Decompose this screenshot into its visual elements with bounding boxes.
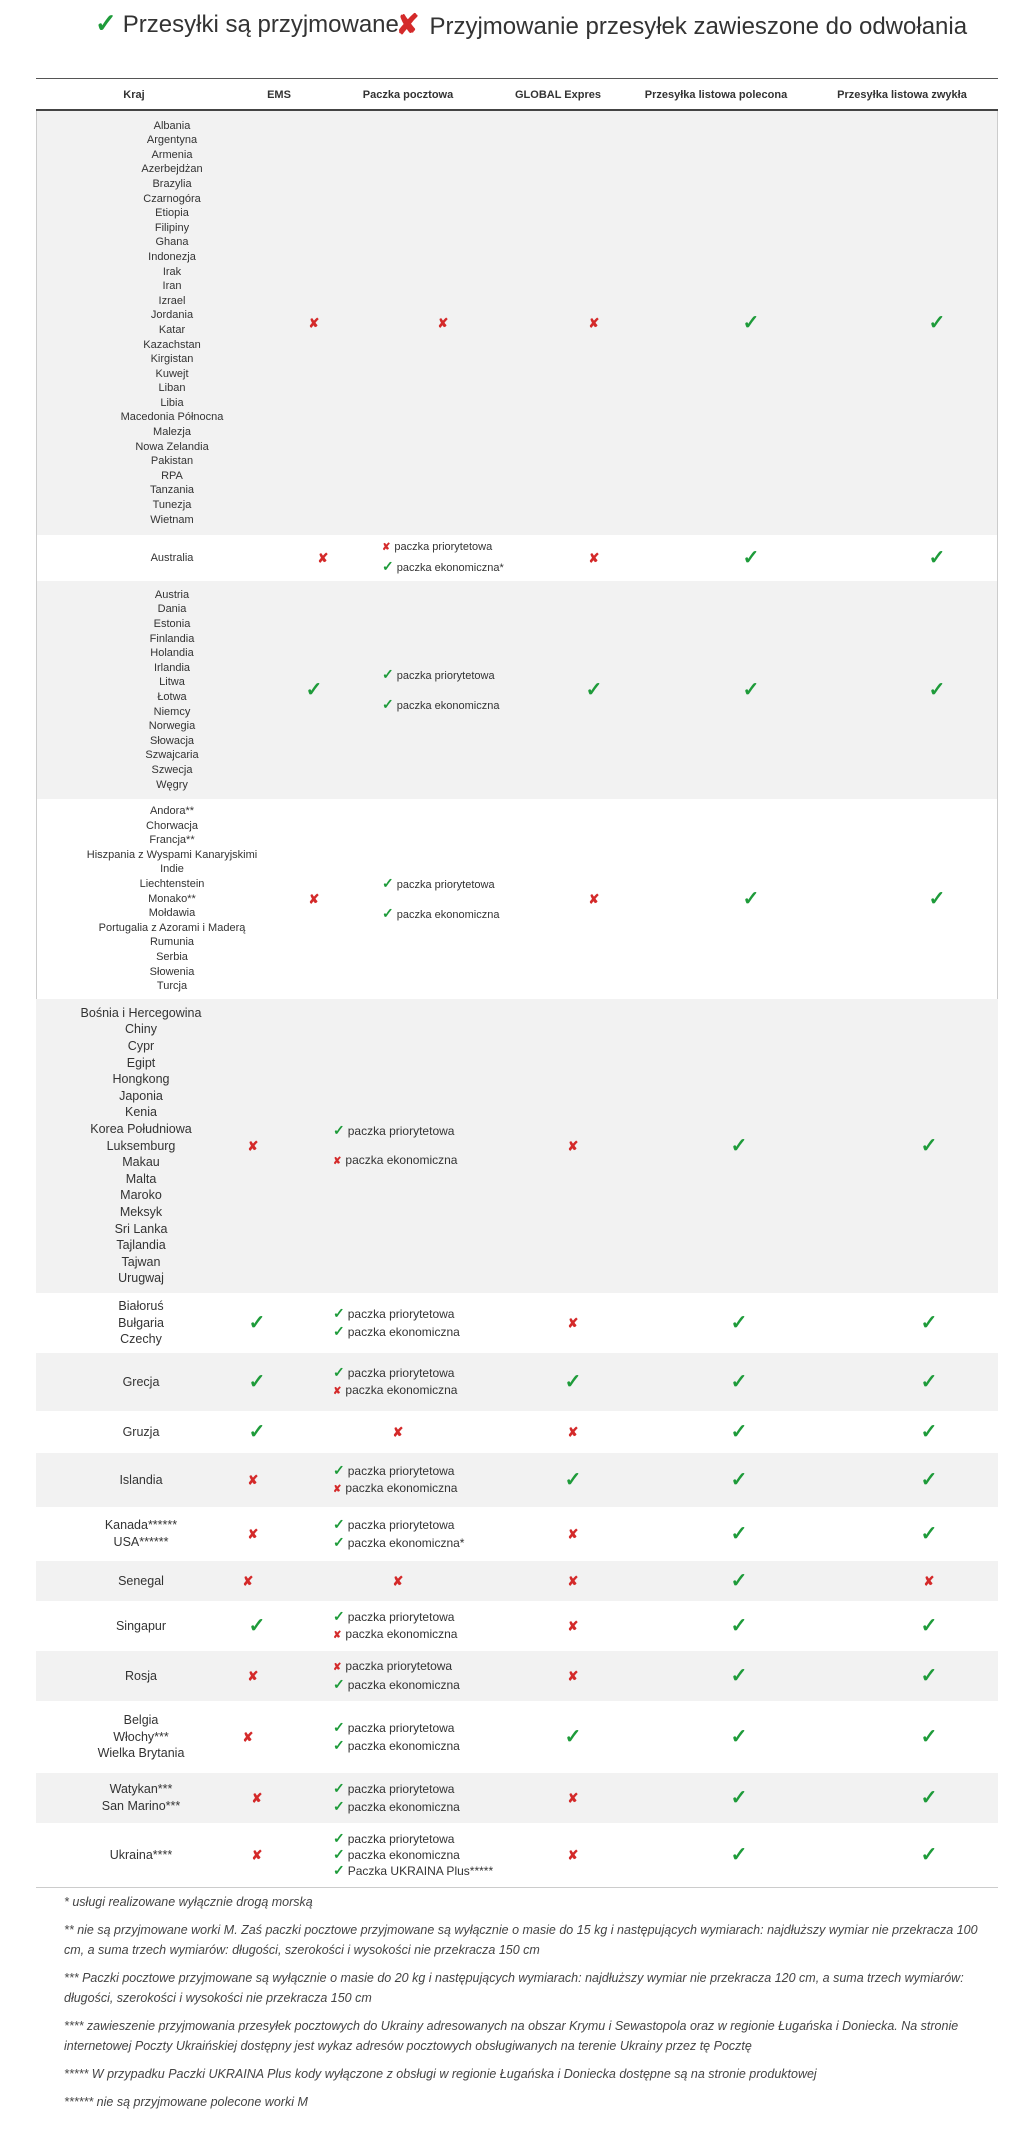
country-name: Andora** xyxy=(149,805,195,818)
parcel-option xyxy=(382,876,495,891)
header-registered: Przesyłka listowa polecona xyxy=(644,89,788,101)
country-name: Albania xyxy=(153,119,191,132)
check-icon: ✓ xyxy=(928,888,946,910)
country-name: Cypr xyxy=(127,1039,155,1054)
cross-icon: ✘ xyxy=(333,1484,342,1495)
country-list xyxy=(21,1573,261,1590)
country-name: Izrael xyxy=(158,294,186,307)
parcel-option-label: paczka ekonomiczna xyxy=(347,1800,460,1814)
country-name: Białoruś xyxy=(118,1299,164,1314)
country-list xyxy=(21,1781,261,1814)
cross-icon: ✘ xyxy=(588,891,600,907)
parcel-option xyxy=(333,1481,457,1495)
check-icon: ✓ xyxy=(248,1312,266,1334)
check-icon: ✓ xyxy=(730,1570,748,1592)
parcel-option-label: paczka ekonomiczna xyxy=(347,1678,460,1692)
cross-icon: ✘ xyxy=(567,1424,579,1440)
check-icon: ✓ xyxy=(730,1371,748,1393)
parcel-option xyxy=(333,1383,457,1397)
parcel-option-label: paczka ekonomiczna xyxy=(345,1481,458,1495)
country-name: Tanzania xyxy=(149,484,195,497)
check-icon: ✓ xyxy=(248,1421,266,1443)
parcel-option-label: paczka ekonomiczna* xyxy=(396,562,504,574)
check-icon: ✓ xyxy=(920,1787,938,1809)
check-icon: ✓ xyxy=(333,1719,345,1735)
cross-icon: ✘ xyxy=(396,9,420,40)
country-name: Bośnia i Hercegowina xyxy=(80,1005,202,1020)
check-icon: ✓ xyxy=(920,1726,938,1748)
country-group xyxy=(36,1293,998,1353)
country-name: Jordania xyxy=(150,309,194,322)
legend xyxy=(0,4,1025,44)
country-name: Irlandia xyxy=(153,661,191,674)
parcel-option xyxy=(333,1123,454,1138)
parcel-option xyxy=(333,1677,460,1692)
footnotes xyxy=(64,1892,984,2120)
country-list xyxy=(21,1847,261,1864)
parcel-option xyxy=(382,667,495,682)
check-icon: ✓ xyxy=(920,1421,938,1443)
parcel-option xyxy=(333,1659,452,1673)
country-name: Rosja xyxy=(125,1668,157,1683)
parcel-option xyxy=(333,1831,454,1846)
parcel-option xyxy=(333,1627,457,1641)
country-name: Tunezja xyxy=(152,499,192,512)
country-name: Islandia xyxy=(119,1472,163,1487)
parcel-option-label: paczka priorytetowa xyxy=(394,541,493,553)
cross-icon: ✘ xyxy=(247,1668,259,1684)
country-name: Katar xyxy=(158,323,186,336)
cross-icon: ✘ xyxy=(567,1573,579,1589)
country-name: Serbia xyxy=(156,951,188,964)
check-icon: ✓ xyxy=(920,1371,938,1393)
country-name: Liechtenstein xyxy=(139,878,205,891)
check-icon: ✓ xyxy=(333,1798,345,1814)
country-name: Senegal xyxy=(118,1573,164,1588)
country-name: Azerbejdżan xyxy=(141,163,203,176)
country-name: Portugalia z Azorami i Maderą xyxy=(98,921,246,934)
check-icon: ✓ xyxy=(730,1844,748,1866)
country-group xyxy=(36,581,998,799)
cross-icon: ✘ xyxy=(247,1472,259,1488)
country-name: Finlandia xyxy=(149,632,195,645)
cross-icon: ✘ xyxy=(923,1573,935,1589)
parcel-option-label: paczka priorytetowa xyxy=(347,1366,455,1380)
country-name: Makau xyxy=(122,1155,160,1170)
country-name: Indonezja xyxy=(148,250,196,263)
country-name: Korea Południowa xyxy=(90,1122,192,1137)
cross-icon: ✘ xyxy=(242,1729,254,1745)
check-icon: ✓ xyxy=(382,875,394,891)
country-list xyxy=(52,588,292,792)
country-name: Sri Lanka xyxy=(114,1221,168,1236)
country-name: Monako** xyxy=(148,892,196,905)
header-ordinary: Przesyłka listowa zwykła xyxy=(837,89,967,101)
cross-icon: ✘ xyxy=(567,1526,579,1542)
header-ems: EMS xyxy=(267,89,291,101)
country-group xyxy=(36,1773,998,1823)
parcel-option-label: Paczka UKRAINA Plus***** xyxy=(347,1864,494,1878)
country-name: Armenia xyxy=(151,148,193,161)
parcel-option xyxy=(333,1517,454,1532)
country-name: Chiny xyxy=(125,1022,157,1037)
header-country: Kraj xyxy=(123,89,145,101)
footnote: ***** W przypadku Paczki UKRAINA Plus kody wyłączone z obsługi w regionie Ługańska i Doniecka dostępne są na stronie produktowej xyxy=(64,2067,817,2081)
parcel-option-label: paczka ekonomiczna xyxy=(345,1627,458,1641)
check-icon: ✓ xyxy=(333,1305,345,1321)
country-name: Kuwejt xyxy=(155,367,189,380)
footnote: **** zawieszenie przyjmowania przesyłek pocztowych do Ukrainy adresowanych na obszar Krymu i Sewastopola oraz w regionie Ługańska i Doniecka. Na stronie internetowej Poczty Ukraińskiej dostępny jest wykaz adresów pocztowych obsługiwanych na terenie Ukrainy przez tę Pocztę xyxy=(64,2019,959,2053)
country-group xyxy=(36,1701,998,1773)
check-icon: ✓ xyxy=(730,1615,748,1637)
cross-icon: ✘ xyxy=(567,1315,579,1331)
parcel-option xyxy=(333,1863,493,1878)
country-list xyxy=(21,1005,261,1287)
check-icon: ✓ xyxy=(928,547,946,569)
check-icon: ✓ xyxy=(333,1676,345,1692)
country-name: Malta xyxy=(125,1171,157,1186)
check-icon: ✓ xyxy=(920,1665,938,1687)
country-group xyxy=(36,111,998,535)
check-icon: ✓ xyxy=(920,1469,938,1491)
parcel-option xyxy=(333,1799,460,1814)
check-icon: ✓ xyxy=(920,1523,938,1545)
parcel-option xyxy=(333,1781,454,1796)
country-name: Indie xyxy=(160,863,184,876)
cross-icon: ✘ xyxy=(567,1618,579,1634)
country-name: Hongkong xyxy=(112,1072,170,1087)
country-name: Włochy*** xyxy=(113,1729,169,1744)
country-name: Ukraina**** xyxy=(109,1847,173,1862)
check-icon: ✓ xyxy=(730,1469,748,1491)
country-group xyxy=(36,799,998,999)
cross-icon: ✘ xyxy=(247,1138,259,1154)
country-list xyxy=(52,551,292,566)
country-name: Wielka Brytania xyxy=(97,1746,185,1761)
header-global: GLOBAL Expres xyxy=(515,89,601,101)
country-group xyxy=(36,1561,998,1601)
legend-suspended-label: Przyjmowanie przesyłek zawieszone do odwołania xyxy=(429,13,968,40)
country-group xyxy=(36,1411,998,1453)
parcel-option-label: paczka ekonomiczna xyxy=(345,1153,458,1167)
cross-icon: ✘ xyxy=(333,1662,342,1673)
parcel-option xyxy=(333,1324,460,1339)
legend-accepted-label: Przesyłki są przyjmowane xyxy=(122,11,399,38)
country-name: Estonia xyxy=(153,617,191,630)
check-icon: ✓ xyxy=(333,1780,345,1796)
cross-icon: ✘ xyxy=(437,315,449,331)
country-list xyxy=(52,804,292,994)
check-icon: ✓ xyxy=(305,679,323,701)
check-icon: ✓ xyxy=(333,1516,345,1532)
country-name: Pakistan xyxy=(150,455,194,468)
footnote: ****** nie są przyjmowane polecone worki M xyxy=(64,2095,308,2109)
parcel-option xyxy=(333,1153,457,1167)
country-name: Dania xyxy=(157,603,187,616)
parcel-option-label: paczka priorytetowa xyxy=(396,670,495,682)
country-name: Macedonia Północna xyxy=(120,411,224,424)
check-icon: ✓ xyxy=(382,696,394,712)
country-list xyxy=(21,1668,261,1685)
check-icon: ✓ xyxy=(333,1534,345,1550)
parcel-option-label: paczka ekonomiczna xyxy=(345,1383,458,1397)
check-icon: ✓ xyxy=(333,1737,345,1753)
cross-icon: ✘ xyxy=(242,1573,254,1589)
country-name: Luksemburg xyxy=(106,1138,176,1153)
legend-accepted xyxy=(95,8,399,39)
check-icon: ✓ xyxy=(333,1862,345,1878)
country-name: Holandia xyxy=(150,647,194,660)
table-bottom-border xyxy=(36,1887,998,1888)
check-icon: ✓ xyxy=(333,1462,345,1478)
check-icon: ✓ xyxy=(920,1135,938,1157)
footnote: ** nie są przyjmowane worki M. Zaś paczki pocztowe przyjmowane są wyłącznie o masie do 15 kg i następujących wymiarach: najdłuższy wymiar nie przekracza 100 cm, a suma trzech wymiarów: długości, szerokości i wysokości nie przekracza 150 cm xyxy=(64,1923,978,1957)
parcel-option-label: paczka ekonomiczna xyxy=(396,700,500,712)
parcel-option-label: paczka priorytetowa xyxy=(347,1782,455,1796)
check-icon: ✓ xyxy=(920,1615,938,1637)
country-name: Szwecja xyxy=(151,763,193,776)
header-parcel: Paczka pocztowa xyxy=(362,89,454,101)
country-name: Ghana xyxy=(155,236,189,249)
country-group xyxy=(36,1507,998,1561)
country-name: Meksyk xyxy=(119,1205,163,1220)
parcel-option-label: paczka priorytetowa xyxy=(347,1307,455,1321)
country-name: Kanada****** xyxy=(104,1518,178,1533)
country-name: Gruzja xyxy=(122,1424,160,1439)
country-name: Niemcy xyxy=(153,705,191,718)
country-name: Bułgaria xyxy=(118,1315,164,1330)
country-name: Etiopia xyxy=(155,207,189,220)
check-icon: ✓ xyxy=(333,1364,345,1380)
parcel-option xyxy=(333,1365,454,1380)
footnote: * usługi realizowane wyłącznie drogą morską xyxy=(64,1895,313,1909)
check-icon: ✓ xyxy=(730,1312,748,1334)
country-group xyxy=(36,535,998,581)
country-name: Francja** xyxy=(149,834,195,847)
country-group xyxy=(36,999,998,1293)
country-name: Maroko xyxy=(120,1188,162,1203)
parcel-option-label: paczka ekonomiczna* xyxy=(347,1536,465,1550)
parcel-option xyxy=(333,1535,464,1550)
table-header xyxy=(36,79,998,111)
parcel-option-label: paczka priorytetowa xyxy=(345,1659,453,1673)
country-group xyxy=(36,1823,998,1887)
country-name: Węgry xyxy=(156,778,188,791)
parcel-option xyxy=(333,1738,460,1753)
check-icon: ✓ xyxy=(920,1312,938,1334)
cross-icon: ✘ xyxy=(392,1424,404,1440)
check-icon: ✓ xyxy=(333,1830,345,1846)
country-name: Australia xyxy=(150,551,194,564)
cross-icon: ✘ xyxy=(567,1790,579,1806)
country-name: Liban xyxy=(158,382,186,395)
check-icon: ✓ xyxy=(928,679,946,701)
country-name: Grecja xyxy=(122,1374,160,1389)
cross-icon: ✘ xyxy=(588,315,600,331)
country-name: Rumunia xyxy=(149,936,195,949)
check-icon: ✓ xyxy=(382,558,394,574)
country-name: Irak xyxy=(162,265,182,278)
legend-suspended xyxy=(396,8,967,41)
cross-icon: ✘ xyxy=(308,891,320,907)
check-icon: ✓ xyxy=(742,679,760,701)
country-name: Kazachstan xyxy=(143,338,201,351)
country-name: Norwegia xyxy=(148,720,196,733)
country-name: Singapur xyxy=(115,1618,167,1633)
country-name: Egipt xyxy=(126,1055,156,1070)
country-name: Czarnogóra xyxy=(143,192,201,205)
cross-icon: ✘ xyxy=(247,1526,259,1542)
country-name: Słowacja xyxy=(149,734,195,747)
country-name: Mołdawia xyxy=(148,907,196,920)
parcel-option-label: paczka priorytetowa xyxy=(347,1124,455,1138)
parcel-option xyxy=(333,1463,454,1478)
country-name: Turcja xyxy=(156,980,188,993)
country-name: Tajwan xyxy=(121,1254,161,1269)
parcel-option-label: paczka ekonomiczna xyxy=(396,909,500,921)
check-icon: ✓ xyxy=(564,1726,582,1748)
country-list xyxy=(21,1374,261,1391)
country-name: Urugwaj xyxy=(118,1271,164,1286)
parcel-option-label: paczka priorytetowa xyxy=(347,1832,455,1846)
check-icon: ✓ xyxy=(248,1615,266,1637)
country-name: Kenia xyxy=(125,1105,157,1120)
cross-icon: ✘ xyxy=(567,1138,579,1154)
country-list xyxy=(21,1472,261,1489)
country-group xyxy=(36,1353,998,1411)
parcel-option-label: paczka ekonomiczna xyxy=(347,1848,460,1862)
check-icon: ✓ xyxy=(730,1726,748,1748)
country-name: Litwa xyxy=(159,676,185,689)
country-name: Szwajcaria xyxy=(145,749,199,762)
check-icon: ✓ xyxy=(564,1469,582,1491)
country-name: San Marino*** xyxy=(101,1798,181,1813)
country-name: Japonia xyxy=(119,1088,163,1103)
country-name: Libia xyxy=(160,396,184,409)
parcel-option-label: paczka priorytetowa xyxy=(396,879,495,891)
parcel-option-label: paczka priorytetowa xyxy=(347,1610,455,1624)
parcel-option xyxy=(382,541,492,553)
parcel-option xyxy=(333,1609,454,1624)
parcel-option xyxy=(382,697,499,712)
check-icon: ✓ xyxy=(730,1787,748,1809)
country-list xyxy=(21,1712,261,1762)
check-icon: ✓ xyxy=(585,679,603,701)
country-name: Brazylia xyxy=(152,177,192,190)
country-list xyxy=(21,1517,261,1550)
country-list xyxy=(21,1298,261,1348)
parcel-option xyxy=(333,1847,460,1862)
check-icon: ✓ xyxy=(382,905,394,921)
check-icon: ✓ xyxy=(928,312,946,334)
parcel-option-label: paczka priorytetowa xyxy=(347,1518,455,1532)
parcel-option xyxy=(382,906,499,921)
parcel-option xyxy=(333,1720,454,1735)
check-icon: ✓ xyxy=(564,1371,582,1393)
country-list xyxy=(21,1424,261,1441)
cross-icon: ✘ xyxy=(567,1668,579,1684)
country-group xyxy=(36,1651,998,1701)
check-icon: ✓ xyxy=(333,1323,345,1339)
country-group xyxy=(36,1453,998,1507)
country-name: Watykan*** xyxy=(109,1782,173,1797)
cross-icon: ✘ xyxy=(567,1847,579,1863)
country-group xyxy=(36,1601,998,1651)
table xyxy=(36,78,998,111)
check-icon: ✓ xyxy=(742,312,760,334)
cross-icon: ✘ xyxy=(392,1573,404,1589)
check-icon: ✓ xyxy=(333,1122,345,1138)
country-name: Iran xyxy=(162,280,182,293)
check-icon: ✓ xyxy=(730,1135,748,1157)
country-name: Słowenia xyxy=(149,965,195,978)
check-icon: ✓ xyxy=(333,1846,345,1862)
cross-icon: ✘ xyxy=(251,1790,263,1806)
cross-icon: ✘ xyxy=(588,550,600,566)
country-name: USA****** xyxy=(113,1534,169,1549)
cross-icon: ✘ xyxy=(382,542,391,553)
check-icon: ✓ xyxy=(920,1844,938,1866)
check-icon: ✓ xyxy=(742,547,760,569)
cross-icon: ✘ xyxy=(333,1156,342,1167)
cross-icon: ✘ xyxy=(317,550,329,566)
check-icon: ✓ xyxy=(248,1371,266,1393)
country-name: Hiszpania z Wyspami Kanaryjskimi xyxy=(86,848,258,861)
country-name: Belgia xyxy=(123,1713,159,1728)
check-icon: ✓ xyxy=(333,1608,345,1624)
check-icon: ✓ xyxy=(742,888,760,910)
footnote: *** Paczki pocztowe przyjmowane są wyłącznie o masie do 20 kg i następujących wymiarach: najdłuższy wymiar nie przekracza 120 cm, a suma trzech wymiarów: długości, szerokości i wysokości nie przekracza 150 cm xyxy=(64,1971,964,2005)
check-icon: ✓ xyxy=(730,1523,748,1545)
country-name: Wietnam xyxy=(150,513,194,526)
country-list xyxy=(21,1618,261,1635)
cross-icon: ✘ xyxy=(251,1847,263,1863)
country-name: Czechy xyxy=(120,1332,162,1347)
parcel-option-label: paczka ekonomiczna xyxy=(347,1739,460,1753)
country-name: Filipiny xyxy=(154,221,190,234)
cross-icon: ✘ xyxy=(333,1630,342,1641)
country-name: Łotwa xyxy=(157,690,187,703)
parcel-option-label: paczka priorytetowa xyxy=(347,1721,455,1735)
country-name: Nowa Zelandia xyxy=(135,440,209,453)
check-icon: ✓ xyxy=(95,8,117,38)
country-name: Argentyna xyxy=(146,134,198,147)
country-name: Chorwacja xyxy=(146,819,198,832)
cross-icon: ✘ xyxy=(333,1386,342,1397)
parcel-option-label: paczka priorytetowa xyxy=(347,1464,455,1478)
country-name: RPA xyxy=(161,469,183,482)
parcel-option xyxy=(382,559,504,574)
country-name: Kirgistan xyxy=(150,353,194,366)
check-icon: ✓ xyxy=(730,1421,748,1443)
country-name: Austria xyxy=(154,588,190,601)
country-name: Malezja xyxy=(153,426,191,439)
parcel-option-label: paczka ekonomiczna xyxy=(347,1325,460,1339)
check-icon: ✓ xyxy=(382,666,394,682)
cross-icon: ✘ xyxy=(308,315,320,331)
check-icon: ✓ xyxy=(730,1665,748,1687)
country-list xyxy=(52,119,292,528)
parcel-option xyxy=(333,1306,454,1321)
country-name: Tajlandia xyxy=(116,1238,166,1253)
